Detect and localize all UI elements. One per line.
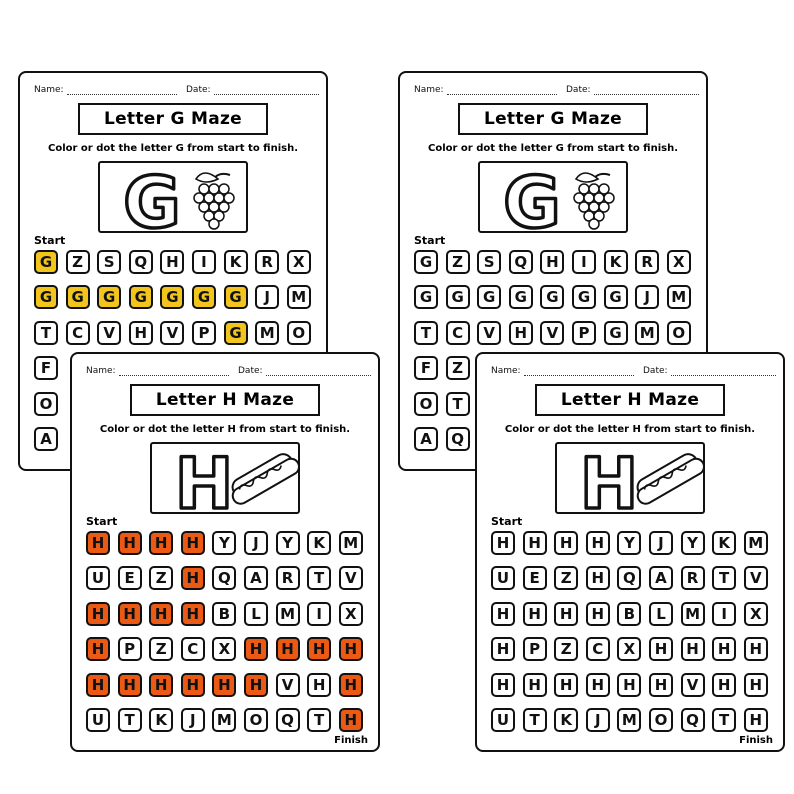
maze-cell[interactable]: Q <box>681 708 705 732</box>
maze-cell[interactable]: B <box>212 602 236 626</box>
maze-cell[interactable]: X <box>212 637 236 661</box>
instruction-text: Color or dot the letter H from start to finish. <box>99 424 351 435</box>
maze-cell[interactable]: Q <box>212 566 236 590</box>
maze-cell[interactable]: H <box>491 673 515 697</box>
maze-cell[interactable]: H <box>149 602 173 626</box>
maze-cell[interactable]: H <box>712 637 736 661</box>
maze-cell[interactable]: T <box>523 708 547 732</box>
maze-cell[interactable]: H <box>212 673 236 697</box>
maze-cell[interactable]: K <box>307 531 331 555</box>
outline-letter-h: H <box>174 444 234 516</box>
maze-cell[interactable]: H <box>491 531 515 555</box>
maze-cell[interactable]: H <box>540 250 564 274</box>
maze-cell[interactable]: K <box>554 708 578 732</box>
hotdog-icon <box>226 449 302 507</box>
maze-cell[interactable]: H <box>181 566 205 590</box>
maze-cell[interactable]: H <box>523 602 547 626</box>
maze-cell[interactable]: U <box>86 708 110 732</box>
maze-cell[interactable]: H <box>307 673 331 697</box>
outline-letter-h: H <box>579 444 639 516</box>
name-field[interactable] <box>67 85 177 95</box>
worksheet-title: Letter H Maze <box>130 384 320 416</box>
date-label: Date: <box>566 85 591 95</box>
maze-cell[interactable]: G <box>34 250 58 274</box>
maze-cell[interactable]: V <box>540 321 564 345</box>
maze-cell[interactable]: O <box>667 321 691 345</box>
maze-cell[interactable]: G <box>414 250 438 274</box>
maze-cell[interactable]: G <box>34 285 58 309</box>
maze-cell[interactable]: H <box>339 708 363 732</box>
maze-cell[interactable]: M <box>667 285 691 309</box>
maze-cell[interactable]: E <box>523 566 547 590</box>
maze-cell[interactable]: S <box>97 250 121 274</box>
maze-cell[interactable]: M <box>212 708 236 732</box>
maze-cell[interactable]: Z <box>554 637 578 661</box>
maze-cell[interactable]: C <box>446 321 470 345</box>
maze-cell[interactable]: H <box>149 531 173 555</box>
maze-cell[interactable]: G <box>129 285 153 309</box>
maze-cell[interactable]: O <box>287 321 311 345</box>
maze-cell[interactable]: U <box>491 566 515 590</box>
maze-cell[interactable]: F <box>34 356 58 380</box>
illustration-box <box>98 161 248 233</box>
name-field[interactable] <box>524 366 634 376</box>
maze-cell[interactable]: L <box>244 602 268 626</box>
letter-maze-grid <box>491 531 768 732</box>
illustration-box <box>150 442 300 514</box>
maze-cell[interactable]: Q <box>446 427 470 451</box>
maze-cell[interactable]: R <box>255 250 279 274</box>
maze-cell[interactable]: P <box>192 321 216 345</box>
finish-label: Finish <box>739 735 773 746</box>
maze-cell[interactable]: H <box>307 637 331 661</box>
maze-cell[interactable]: V <box>97 321 121 345</box>
maze-cell[interactable]: J <box>649 531 673 555</box>
date-field[interactable] <box>214 85 319 95</box>
maze-cell[interactable]: H <box>554 531 578 555</box>
maze-cell[interactable]: G <box>66 285 90 309</box>
maze-cell[interactable]: T <box>307 708 331 732</box>
maze-cell[interactable]: G <box>604 321 628 345</box>
maze-cell[interactable]: H <box>86 673 110 697</box>
worksheet-title: Letter H Maze <box>535 384 725 416</box>
maze-cell[interactable]: I <box>307 602 331 626</box>
maze-cell[interactable]: U <box>491 708 515 732</box>
maze-cell[interactable]: H <box>586 531 610 555</box>
maze-cell[interactable]: V <box>339 566 363 590</box>
maze-cell[interactable]: T <box>118 708 142 732</box>
date-field[interactable] <box>266 366 371 376</box>
outline-letter-g: G <box>503 163 561 235</box>
maze-cell[interactable]: G <box>414 285 438 309</box>
date-field[interactable] <box>594 85 699 95</box>
maze-cell[interactable]: H <box>118 602 142 626</box>
maze-cell[interactable]: H <box>244 673 268 697</box>
maze-cell[interactable]: H <box>712 673 736 697</box>
maze-cell[interactable]: X <box>744 602 768 626</box>
maze-cell[interactable]: M <box>276 602 300 626</box>
grapes-icon <box>574 173 614 229</box>
maze-cell[interactable]: M <box>287 285 311 309</box>
maze-cell[interactable]: C <box>66 321 90 345</box>
maze-cell[interactable]: H <box>86 531 110 555</box>
maze-cell[interactable]: I <box>712 602 736 626</box>
maze-cell[interactable]: H <box>586 673 610 697</box>
start-label: Start <box>491 515 523 528</box>
maze-cell[interactable]: G <box>224 285 248 309</box>
maze-cell[interactable]: X <box>287 250 311 274</box>
grapes-icon <box>194 173 234 229</box>
maze-cell[interactable]: T <box>414 321 438 345</box>
maze-cell[interactable]: H <box>491 637 515 661</box>
maze-cell[interactable]: X <box>667 250 691 274</box>
maze-cell[interactable]: G <box>160 285 184 309</box>
maze-cell[interactable]: Q <box>509 250 533 274</box>
name-label: Name: <box>34 85 64 95</box>
maze-cell[interactable]: P <box>572 321 596 345</box>
name-field[interactable] <box>447 85 557 95</box>
start-label: Start <box>414 234 446 247</box>
instruction-text: Color or dot the letter G from start to finish. <box>48 143 298 154</box>
maze-cell[interactable]: H <box>86 602 110 626</box>
maze-cell[interactable]: A <box>244 566 268 590</box>
illustration-box <box>478 161 628 233</box>
maze-cell[interactable]: H <box>554 602 578 626</box>
maze-cell[interactable]: G <box>97 285 121 309</box>
maze-cell[interactable]: G <box>477 285 501 309</box>
maze-cell[interactable]: M <box>635 321 659 345</box>
instruction-text: Color or dot the letter G from start to finish. <box>428 143 678 154</box>
maze-cell[interactable]: L <box>649 602 673 626</box>
maze-cell[interactable]: P <box>118 637 142 661</box>
maze-cell[interactable]: Q <box>276 708 300 732</box>
maze-cell[interactable]: H <box>86 637 110 661</box>
maze-cell[interactable]: G <box>446 285 470 309</box>
maze-cell[interactable]: T <box>712 708 736 732</box>
maze-cell[interactable]: A <box>414 427 438 451</box>
maze-cell[interactable]: V <box>160 321 184 345</box>
date-field[interactable] <box>671 366 776 376</box>
maze-cell[interactable]: S <box>477 250 501 274</box>
maze-cell[interactable]: I <box>572 250 596 274</box>
maze-cell[interactable]: Y <box>212 531 236 555</box>
maze-cell[interactable]: H <box>491 602 515 626</box>
maze-cell[interactable]: Q <box>129 250 153 274</box>
maze-cell[interactable]: V <box>276 673 300 697</box>
maze-cell[interactable]: O <box>244 708 268 732</box>
maze-cell[interactable]: M <box>617 708 641 732</box>
maze-cell[interactable]: J <box>244 531 268 555</box>
maze-cell[interactable]: G <box>572 285 596 309</box>
maze-cell[interactable]: H <box>744 673 768 697</box>
maze-cell[interactable]: Z <box>554 566 578 590</box>
maze-cell[interactable]: K <box>149 708 173 732</box>
worksheet-h-blank <box>475 352 785 752</box>
maze-cell[interactable]: V <box>744 566 768 590</box>
maze-cell[interactable]: H <box>586 602 610 626</box>
illustration-box <box>555 442 705 514</box>
name-label: Name: <box>414 85 444 95</box>
date-label: Date: <box>238 366 263 376</box>
maze-cell[interactable]: H <box>509 321 533 345</box>
maze-cell[interactable]: H <box>339 637 363 661</box>
maze-cell[interactable]: U <box>86 566 110 590</box>
maze-cell[interactable]: Z <box>149 566 173 590</box>
maze-cell[interactable]: O <box>649 708 673 732</box>
maze-cell[interactable]: T <box>446 392 470 416</box>
maze-cell[interactable]: G <box>604 285 628 309</box>
maze-cell[interactable]: E <box>118 566 142 590</box>
worksheet-title: Letter G Maze <box>458 103 648 135</box>
maze-cell[interactable]: J <box>255 285 279 309</box>
name-field[interactable] <box>119 366 229 376</box>
maze-cell[interactable]: Z <box>446 356 470 380</box>
maze-cell[interactable]: J <box>635 285 659 309</box>
maze-cell[interactable]: H <box>160 250 184 274</box>
maze-cell[interactable]: A <box>34 427 58 451</box>
outline-letter-g: G <box>123 163 181 235</box>
maze-cell[interactable]: K <box>712 531 736 555</box>
maze-cell[interactable]: H <box>649 673 673 697</box>
maze-cell[interactable]: J <box>181 708 205 732</box>
instruction-text: Color or dot the letter H from start to finish. <box>504 424 756 435</box>
date-label: Date: <box>643 366 668 376</box>
letter-maze-grid <box>86 531 363 732</box>
maze-cell[interactable]: V <box>477 321 501 345</box>
start-label: Start <box>86 515 118 528</box>
maze-cell[interactable]: Y <box>681 531 705 555</box>
maze-cell[interactable]: H <box>129 321 153 345</box>
maze-cell[interactable]: H <box>523 673 547 697</box>
maze-cell[interactable]: H <box>523 531 547 555</box>
maze-cell[interactable]: G <box>192 285 216 309</box>
maze-cell[interactable]: G <box>509 285 533 309</box>
maze-cell[interactable]: F <box>414 356 438 380</box>
maze-cell[interactable]: H <box>554 673 578 697</box>
maze-cell[interactable]: P <box>523 637 547 661</box>
maze-cell[interactable]: Z <box>446 250 470 274</box>
maze-cell[interactable]: H <box>586 566 610 590</box>
maze-cell[interactable]: C <box>181 637 205 661</box>
maze-cell[interactable]: H <box>244 637 268 661</box>
maze-cell[interactable]: A <box>649 566 673 590</box>
maze-cell[interactable]: H <box>118 531 142 555</box>
worksheet-title: Letter G Maze <box>78 103 268 135</box>
maze-cell[interactable]: B <box>617 602 641 626</box>
maze-cell[interactable]: J <box>586 708 610 732</box>
maze-cell[interactable]: Q <box>617 566 641 590</box>
maze-cell[interactable]: O <box>34 392 58 416</box>
maze-cell[interactable]: G <box>540 285 564 309</box>
maze-cell[interactable]: R <box>635 250 659 274</box>
name-label: Name: <box>86 366 116 376</box>
maze-cell[interactable]: Z <box>149 637 173 661</box>
hotdog-icon <box>631 449 707 507</box>
maze-cell[interactable]: T <box>307 566 331 590</box>
maze-cell[interactable]: M <box>339 531 363 555</box>
maze-cell[interactable]: K <box>224 250 248 274</box>
maze-cell[interactable]: C <box>586 637 610 661</box>
maze-cell[interactable]: I <box>192 250 216 274</box>
maze-cell[interactable]: H <box>181 673 205 697</box>
maze-cell[interactable]: X <box>617 637 641 661</box>
maze-cell[interactable]: H <box>744 637 768 661</box>
maze-cell[interactable]: Y <box>617 531 641 555</box>
maze-cell[interactable]: G <box>224 321 248 345</box>
worksheet-h-answer <box>70 352 380 752</box>
maze-cell[interactable]: X <box>339 602 363 626</box>
maze-cell[interactable]: M <box>255 321 279 345</box>
maze-cell[interactable]: R <box>681 566 705 590</box>
maze-cell[interactable]: V <box>681 673 705 697</box>
maze-cell[interactable]: H <box>276 637 300 661</box>
maze-cell[interactable]: T <box>34 321 58 345</box>
maze-cell[interactable]: H <box>744 708 768 732</box>
maze-cell[interactable]: H <box>118 673 142 697</box>
maze-cell[interactable]: H <box>617 673 641 697</box>
maze-cell[interactable]: H <box>649 637 673 661</box>
maze-cell[interactable]: H <box>181 531 205 555</box>
date-label: Date: <box>186 85 211 95</box>
maze-cell[interactable]: M <box>681 602 705 626</box>
maze-cell[interactable]: H <box>149 673 173 697</box>
maze-cell[interactable]: H <box>339 673 363 697</box>
maze-cell[interactable]: T <box>712 566 736 590</box>
maze-cell[interactable]: Z <box>66 250 90 274</box>
start-label: Start <box>34 234 66 247</box>
maze-cell[interactable]: R <box>276 566 300 590</box>
finish-label: Finish <box>334 735 368 746</box>
maze-cell[interactable]: H <box>681 637 705 661</box>
name-label: Name: <box>491 366 521 376</box>
maze-cell[interactable]: M <box>744 531 768 555</box>
maze-cell[interactable]: O <box>414 392 438 416</box>
maze-cell[interactable]: K <box>604 250 628 274</box>
maze-cell[interactable]: H <box>181 602 205 626</box>
maze-cell[interactable]: Y <box>276 531 300 555</box>
